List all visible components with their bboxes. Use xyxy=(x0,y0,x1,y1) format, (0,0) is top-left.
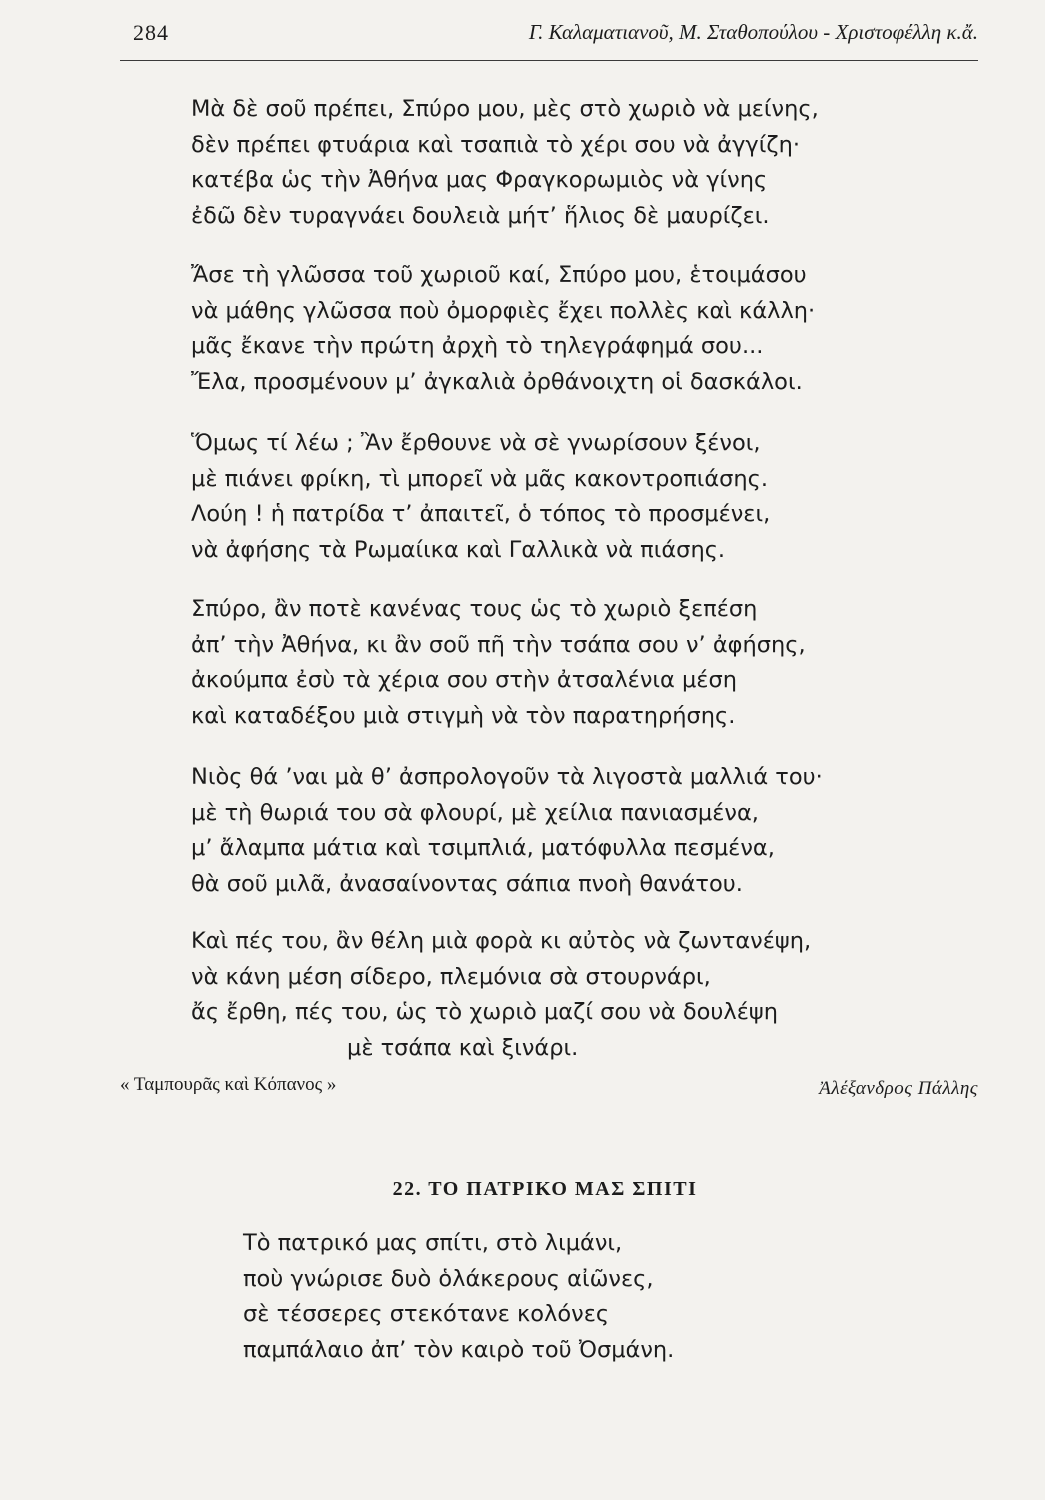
poem-line: παμπάλαιο ἀπ’ τὸν καιρὸ τοῦ Ὀσμάνη. xyxy=(243,1336,675,1363)
poem-line: ἄς ἔρθη, πές του, ὡς τὸ χωριὸ μαζί σου νὰ δουλέψη xyxy=(191,999,779,1025)
stanza-5 xyxy=(191,760,951,902)
poem-line: ποὺ γνώρισε δυὸ ὁλάκερους αἰῶνες, xyxy=(243,1265,654,1292)
stanza-4 xyxy=(191,592,951,734)
page-number: 284 xyxy=(133,20,169,45)
section-heading: 22. ΤΟ ΠΑΤΡΙΚΟ ΜΑΣ ΣΠΙΤΙ xyxy=(392,1178,698,1200)
poem-line: νὰ ἀφήσης τὰ Ρωμαίικα καὶ Γαλλικὰ νὰ πιάσης. xyxy=(191,536,726,563)
running-head xyxy=(133,20,978,54)
poem-line: μὲ τὴ θωριά του σὰ φλουρί, μὲ χείλια πανιασμένα, xyxy=(191,799,759,826)
poem-line: Ἔλα, προσμένουν μ’ ἀγκαλιὰ ὀρθάνοιχτη οἱ δασκάλοι. xyxy=(191,368,803,395)
poem-line: μᾶς ἔκανε τὴν πρώτη ἀρχὴ τὸ τηλεγράφημά σου... xyxy=(191,333,764,359)
stanza-6 xyxy=(191,924,951,1066)
poem-line: ἀκούμπα ἐσὺ τὰ χέρια σου στὴν ἀτσαλένια μέση xyxy=(191,667,737,693)
poem-line: Σπύρο, ἂν ποτὲ κανένας τους ὡς τὸ χωριὸ ξεπέση xyxy=(191,596,758,622)
section-stanza xyxy=(243,1226,1003,1368)
poem-line: Τὸ πατρικό μας σπίτι, στὸ λιμάνι, xyxy=(243,1230,623,1256)
poem-line: Νιὸς θά ’ναι μὰ θ’ ἀσπρολογοῦν τὰ λιγοστὰ μαλλιά του· xyxy=(191,764,823,790)
poem-closing-line: μὲ τσάπα καὶ ξινάρι. xyxy=(347,1034,579,1061)
poem-line: Μὰ δὲ σοῦ πρέπει, Σπύρο μου, μὲς στὸ χωριὸ νὰ μείνης, xyxy=(191,96,819,122)
running-title: Γ. Καλαματιανοῦ, Μ. Σταθοπούλου - Χριστοφέλλη κ.ἄ. xyxy=(528,20,978,44)
stanza-2 xyxy=(191,258,951,400)
attribution xyxy=(120,1074,978,1104)
poem-author: Ἀλέξανδρος Πάλλης xyxy=(819,1078,978,1099)
poem-line: Ὅμως τί λέω ; Ἂν ἔρθουνε νὰ σὲ γνωρίσουν ξένοι, xyxy=(191,430,761,456)
poem-line: Λούη ! ἡ πατρίδα τ’ ἀπαιτεῖ, ὁ τόπος τὸ προσμένει, xyxy=(191,501,771,527)
poem-line: νὰ κάνη μέση σίδερο, πλεμόνια σὰ στουρνάρι, xyxy=(191,963,711,990)
poem-source: « Ταμπουρᾶς καὶ Κόπανος » xyxy=(120,1074,337,1095)
poem-line: ἀπ’ τὴν Ἀθήνα, κι ἂν σοῦ πῆ τὴν τσάπα σου ν’ ἀφήσης, xyxy=(191,631,806,658)
poem-line: σὲ τέσσερες στεκότανε κολόνες xyxy=(243,1301,610,1327)
stanza-1 xyxy=(191,92,951,234)
poem-line: καὶ καταδέξου μιὰ στιγμὴ νὰ τὸν παρατηρήσης. xyxy=(191,702,736,729)
poem-line: νὰ μάθης γλῶσσα ποὺ ὀμορφιὲς ἔχει πολλὲς καὶ κάλλη· xyxy=(191,297,816,324)
poem-line: Ἄσε τὴ γλῶσσα τοῦ χωριοῦ καί, Σπύρο μου, ἑτοιμάσου xyxy=(191,262,807,288)
poem-line: δὲν πρέπει φτυάρια καὶ τσαπιὰ τὸ χέρι σου νὰ ἀγγίζη· xyxy=(191,131,801,158)
header-rule xyxy=(120,60,978,61)
poem-line: θὰ σοῦ μιλᾶ, ἀνασαίνοντας σάπια πνοὴ θανάτου. xyxy=(191,870,743,897)
poem-line: κατέβα ὡς τὴν Ἀθήνα μας Φραγκορωμιὸς νὰ γίνης xyxy=(191,167,768,193)
stanza-3 xyxy=(191,426,951,568)
poem-line: Καὶ πές του, ἂν θέλη μιὰ φορὰ κι αὐτὸς νὰ ζωντανέψη, xyxy=(191,928,812,954)
poem-line: ἐδῶ δὲν τυραγνάει δουλειὰ μήτ’ ἥλιος δὲ μαυρίζει. xyxy=(191,202,770,229)
poem-line: μ’ ἄλαμπα μάτια καὶ τσιμπλιά, ματόφυλλα πεσμένα, xyxy=(191,835,775,861)
poem-line: μὲ πιάνει φρίκη, τὶ μπορεῖ νὰ μᾶς κακοντροπιάσης. xyxy=(191,465,769,492)
